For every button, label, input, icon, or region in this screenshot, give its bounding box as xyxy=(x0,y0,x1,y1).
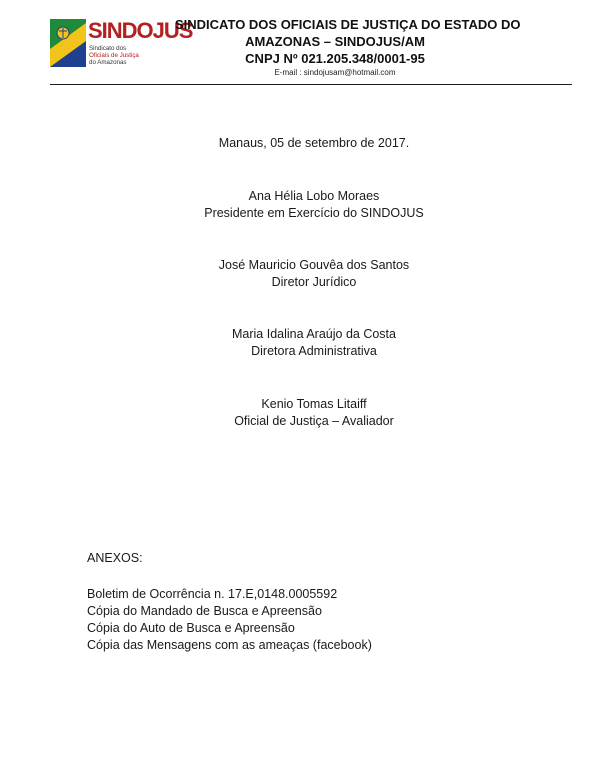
logo-subtitle-line: do Amazonas xyxy=(89,59,127,66)
signatory-block xyxy=(150,257,478,291)
header-divider xyxy=(50,84,572,85)
annex-list xyxy=(87,586,372,654)
letterhead-line2: AMAZONAS – SINDOJUS/AM xyxy=(245,34,425,49)
logo-subtitle-line: Sindicato dos xyxy=(89,45,127,52)
letterhead-email: E-mail : sindojusam@hotmail.com xyxy=(274,68,396,77)
signatory-block xyxy=(150,188,478,222)
scales-emblem-icon xyxy=(50,19,86,67)
signatory-role: Diretor Jurídico xyxy=(271,275,357,289)
date-line: Manaus, 05 de setembro de 2017. xyxy=(218,136,410,150)
annex-item: Cópia das Mensagens com as ameaças (facebook) xyxy=(87,638,372,652)
logo-subtitle-line: Oficiais de Justiça xyxy=(89,52,139,59)
annex-item: Cópia do Mandado de Busca e Apreensão xyxy=(87,604,322,618)
signatory-name: Maria Idalina Araújo da Costa xyxy=(232,327,396,341)
signatory-name: Kenio Tomas Litaiff xyxy=(261,397,367,411)
signatory-role: Oficial de Justiça – Avaliador xyxy=(234,414,394,428)
signatory-role: Diretora Administrativa xyxy=(251,344,377,358)
letterhead-cnpj: CNPJ Nº 021.205.348/0001-95 xyxy=(245,51,425,66)
logo-wordmark: SINDOJUS xyxy=(88,18,193,43)
signatory-role: Presidente em Exercício do SINDOJUS xyxy=(204,206,424,220)
signatory-name: José Mauricio Gouvêa dos Santos xyxy=(218,258,410,272)
letterhead-line1: SINDICATO DOS OFICIAIS DE JUSTIÇA DO ESTADO DO xyxy=(175,17,521,32)
annex-item: Boletim de Ocorrência n. 17.E,0148.0005592 xyxy=(87,587,338,601)
signatory-block xyxy=(150,396,478,430)
signatory-block xyxy=(150,326,478,360)
logo-subtitle xyxy=(89,45,169,66)
signatory-name: Ana Hélia Lobo Moraes xyxy=(248,189,380,203)
letterhead xyxy=(175,16,521,79)
sindojus-logo xyxy=(50,18,193,69)
annex-item: Cópia do Auto de Busca e Apreensão xyxy=(87,621,295,635)
annex-heading: ANEXOS: xyxy=(87,551,143,565)
